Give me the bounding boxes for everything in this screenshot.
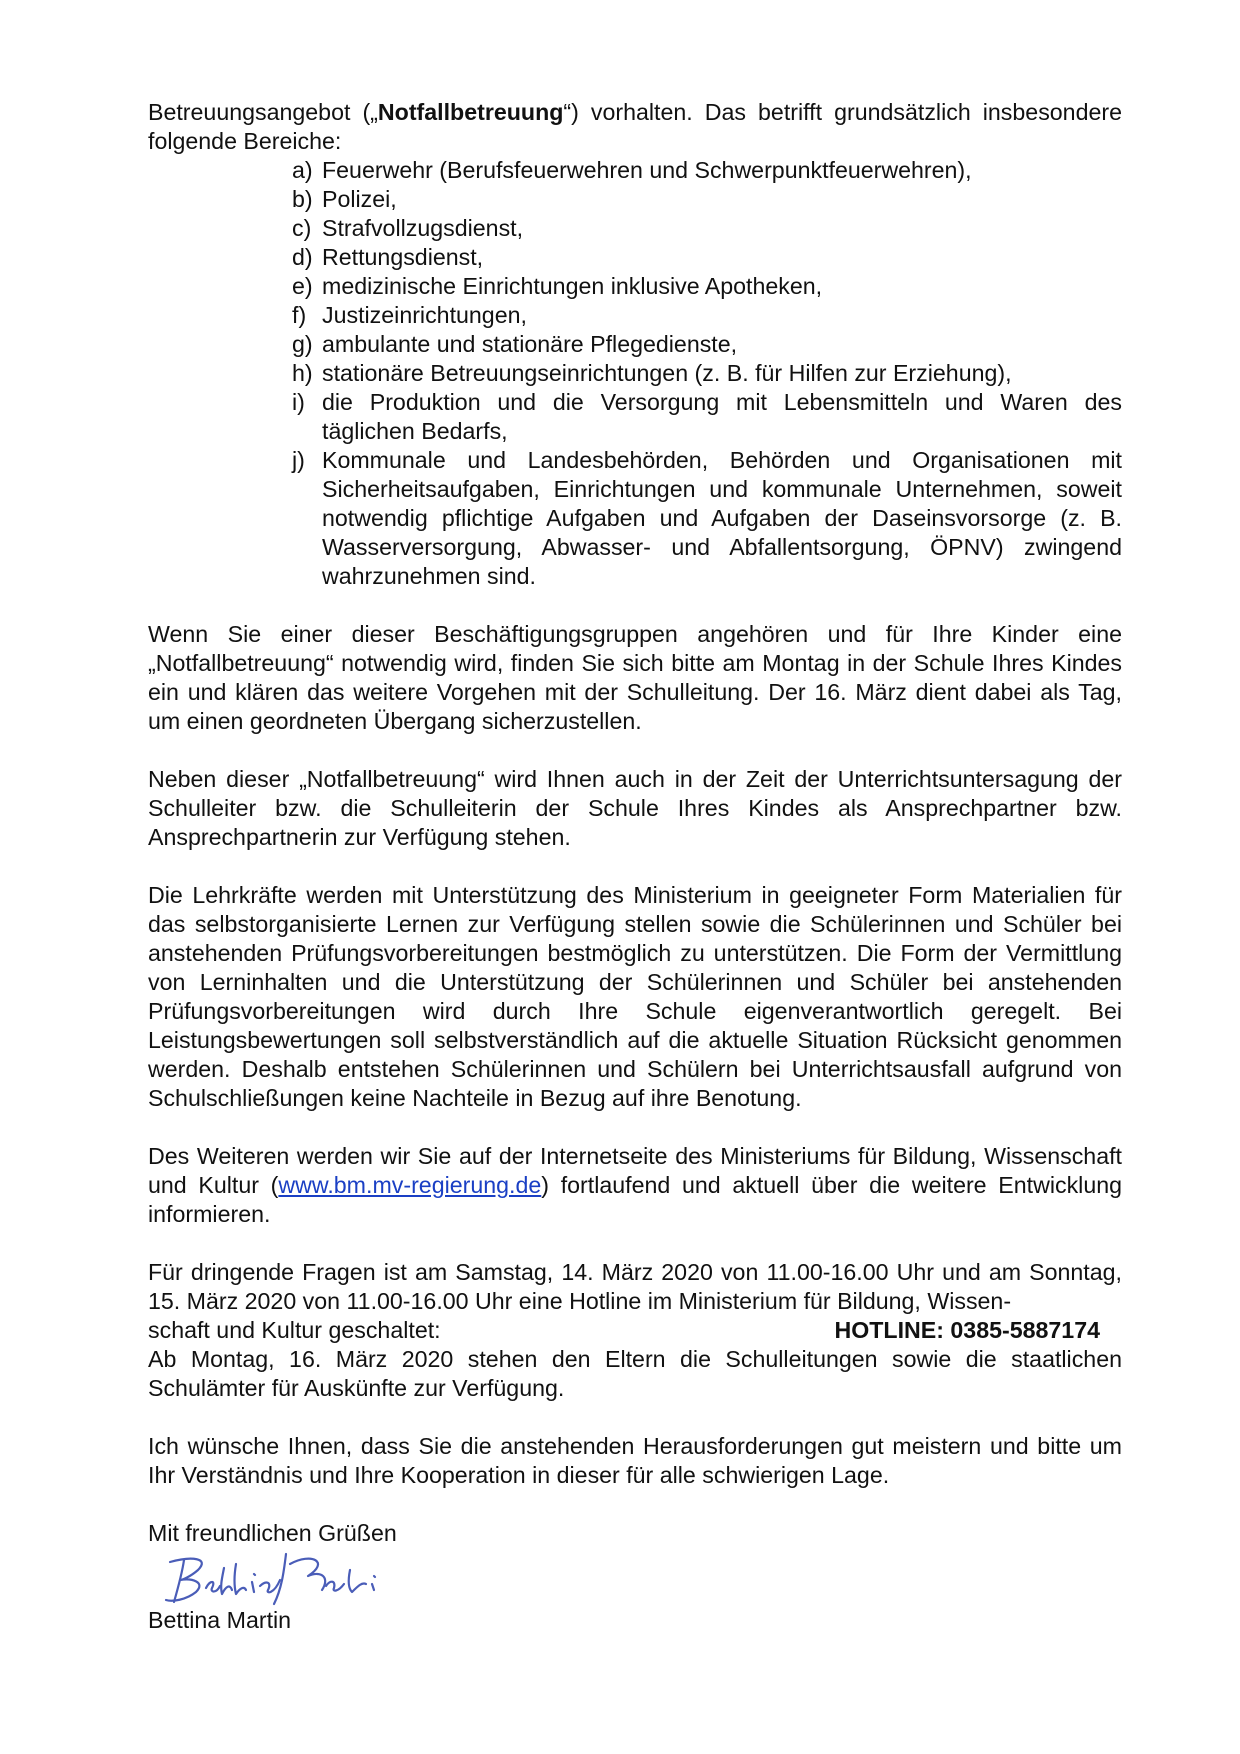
list-item-text: Polizei,	[322, 186, 397, 212]
closing-paragraph: Ich wünsche Ihnen, dass Sie die anstehenden Herausforderungen gut meistern und bitte um Ihr Verständnis und Ihre Kooperation in dieser für alle schwierigen Lage.	[148, 1433, 1122, 1488]
list-item-letter: e)	[292, 273, 313, 299]
list-item	[292, 185, 1122, 214]
list-item-text: Justizeinrichtungen,	[322, 302, 527, 328]
handwritten-signature	[162, 1550, 392, 1606]
list-item	[292, 243, 1122, 272]
list-item-letter: f)	[292, 302, 307, 328]
list-item-letter: a)	[292, 157, 313, 183]
list-item-text: medizinische Einrichtungen inklusive Apotheken,	[322, 273, 823, 299]
website-paragraph	[148, 1142, 1122, 1229]
list-item-text: stationäre Betreuungseinrichtungen (z. B. für Hilfen zur Erziehung),	[322, 360, 1012, 386]
list-item	[292, 272, 1122, 301]
intro-text-end: “) vorhalten. Das betrifft grundsätzlich insbesondere folgende Bereiche:	[148, 99, 1122, 154]
list-item-letter: d)	[292, 244, 313, 270]
list-item-text: Rettungsdienst,	[322, 244, 484, 270]
hotline-label: schaft und Kultur geschaltet:	[148, 1317, 441, 1343]
list-item-letter: g)	[292, 331, 313, 357]
list-item-text: die Produktion und die Versorgung mit Lebensmitteln und Waren des täglichen Bedarfs,	[322, 389, 1122, 444]
list-item-text: ambulante und stationäre Pflegedienste,	[322, 331, 738, 357]
list-item-letter: b)	[292, 186, 313, 212]
list-item-text: Feuerwehr (Berufsfeuerwehren und Schwerpunktfeuerwehren),	[322, 157, 972, 183]
list-item-letter: j)	[292, 447, 305, 473]
intro-paragraph	[148, 98, 1122, 156]
list-item-letter: c)	[292, 215, 312, 241]
list-item	[292, 301, 1122, 330]
list-item	[292, 446, 1122, 591]
hotline-line	[148, 1316, 1122, 1345]
intro-text-start: Betreuungsangebot („	[148, 99, 378, 125]
hotline-number: HOTLINE: 0385-5887174	[834, 1317, 1100, 1343]
notfall-paragraph: Wenn Sie einer dieser Beschäftigungsgruppen angehören und für Ihre Kinder eine „Notfallbetreuung“ notwendig wird, finden Sie sich bitte am Montag in der Schule Ihres Kindes ein und klären das weitere Vorgehen mit der Schulleitung. Der 16. März dient dabei als Tag, um einen geordneten Übergang sicherzustellen.	[148, 621, 1122, 734]
letter-page	[148, 98, 1122, 1635]
hotline-paragraph: Für dringende Fragen ist am Samstag, 14. März 2020 von 11.00-16.00 Uhr und am Sonntag, 15. März 2020 von 11.00-16.00 Uhr eine Hotline im Ministerium für Bildung, Wissen-	[148, 1259, 1122, 1314]
hotline-block	[148, 1258, 1122, 1403]
ansprechpartner-paragraph: Neben dieser „Notfallbetreuung“ wird Ihnen auch in der Zeit der Unterrichtsuntersagung der Schulleiter bzw. die Schulleiterin der Schule Ihres Kindes als Ansprechpartner bzw. Ansprechpartnerin zur Verfügung stehen.	[148, 766, 1122, 850]
list-item-letter: h)	[292, 360, 313, 386]
list-item	[292, 388, 1122, 446]
greeting: Mit freundlichen Grüßen	[148, 1520, 397, 1546]
lehrkraefte-paragraph: Die Lehrkräfte werden mit Unterstützung des Ministerium in geeigneter Form Materialien für das selbstorganisierte Lernen zur Verfügung stellen sowie die Schülerinnen und Schüler bei anstehenden Prüfungsvorbereitungen bestmöglich zu unterstützen. Die Form der Vermittlung von Lerninhalten und die Unterstützung der Schülerinnen und Schüler bei anstehenden Prüfungsvorbereitungen wird durch Ihre Schule eigenverantwortlich geregelt. Bei Leistungsbewertungen soll selbstverständlich auf die aktuelle Situation Rücksicht genommen werden. Deshalb entstehen Schülerinnen und Schülern bei Unterrichtsausfall aufgrund von Schulschließungen keine Nachteile in Bezug auf ihre Benotung.	[148, 882, 1122, 1111]
list-item	[292, 359, 1122, 388]
sector-list	[148, 156, 1122, 591]
list-item-text: Kommunale und Landesbehörden, Behörden und Organisationen mit Sicherheitsaufgaben, Einrichtungen und kommunale Unternehmen, soweit notwendig pflichtige Aufgaben und Aufgaben der Daseinsvorsorge (z. B. Wasserversorgung, Abwasser- und Abfallentsorgung, ÖPNV) zwingend wahrzunehmen sind.	[322, 447, 1122, 589]
signer-name: Bettina Martin	[148, 1607, 292, 1633]
website-text-start: Des Weiteren werden wir Sie auf der Internetseite des Ministeriums für Bildung, Wissenschaft und Kultur (	[148, 1143, 1122, 1198]
list-item	[292, 156, 1122, 185]
ministry-website-link[interactable]: www.bm.mv-regierung.de	[278, 1172, 542, 1198]
website-text-end: ) fortlaufend und aktuell über die weitere Entwicklung informieren.	[148, 1172, 1123, 1227]
list-item-text: Strafvollzugsdienst,	[322, 215, 524, 241]
list-item	[292, 330, 1122, 359]
schulaemter-paragraph: Ab Montag, 16. März 2020 stehen den Eltern die Schulleitungen sowie die staatlichen Schulämter für Auskünfte zur Verfügung.	[148, 1346, 1122, 1401]
list-item-letter: i)	[292, 389, 305, 415]
intro-bold-term: Notfallbetreuung	[377, 99, 564, 125]
list-item	[292, 214, 1122, 243]
